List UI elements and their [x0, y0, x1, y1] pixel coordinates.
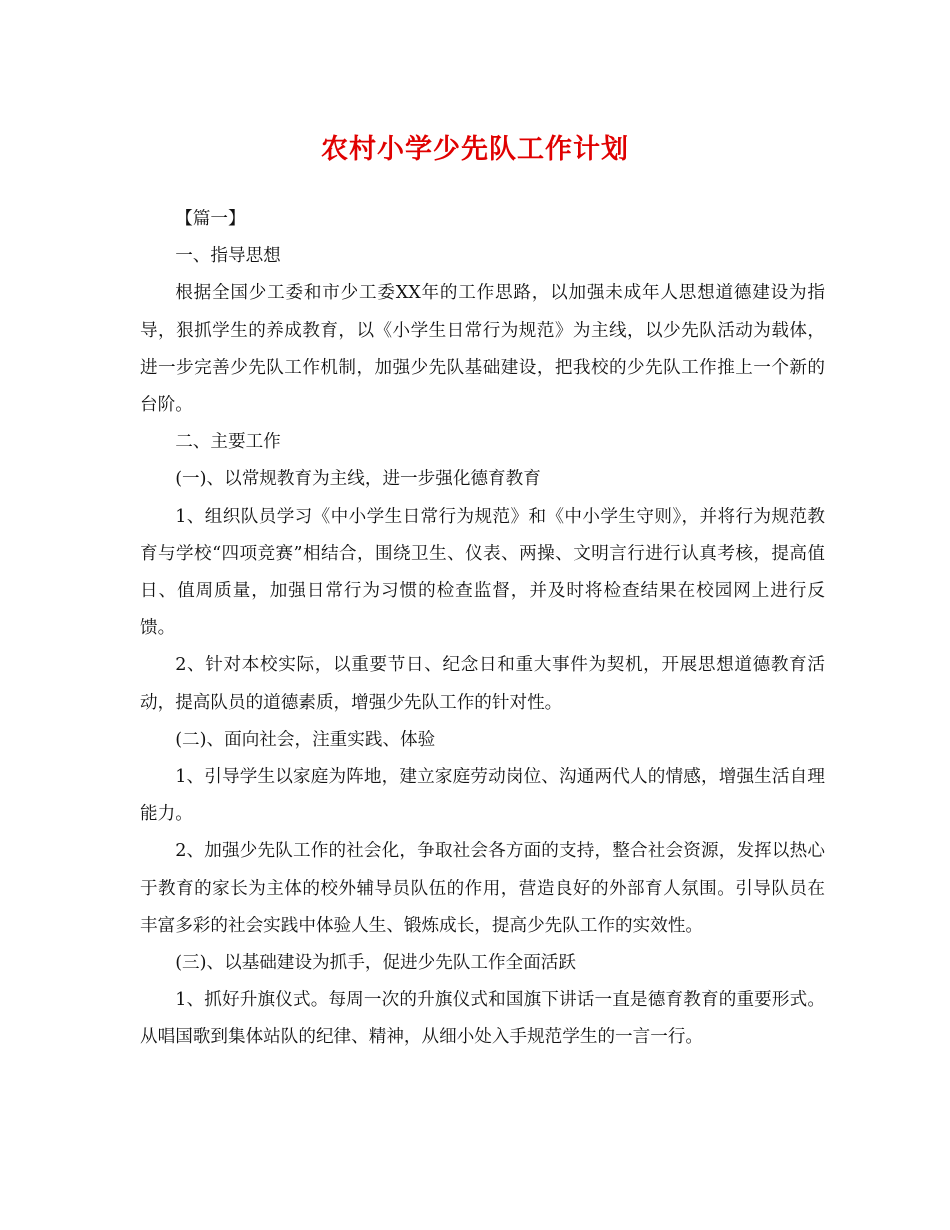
- subheading-2: (二)、面向社会，注重实践、体验: [175, 729, 436, 750]
- heading-main-work: 二、主要工作: [175, 432, 281, 453]
- subheading-3: (三)、以基础建设为抓手，促进少先队工作全面活跃: [175, 953, 576, 974]
- paragraph: 1、抓好升旗仪式。每周一次的升旗仪式和国旗下讲话一直是德育教育的重要形式。从唱国歌到集体站队的纪律、精神，从细小处入手规范学生的一言一行。: [140, 990, 825, 1048]
- paragraph: 根据全国少工委和市少工委XX年的工作思路，以加强未成年人思想道德建设为指导，狠抓学生的养成教育，以《小学生日常行为规范》为主线，以少先队活动为载体，进一步完善少先队工作机制，加强少先队基础建设，把我校的少先队工作推上一个新的台阶。: [140, 283, 825, 416]
- paragraph: 2、加强少先队工作的社会化，争取社会各方面的支持，整合社会资源，发挥以热心于教育的家长为主体的校外辅导员队伍的作用，营造良好的外部育人氛围。引导队员在丰富多彩的社会实践中体验人生、锻炼成长，提高少先队工作的实效性。: [140, 841, 825, 936]
- paragraph: 1、引导学生以家庭为阵地，建立家庭劳动岗位、沟通两代人的情感，增强生活自理能力。: [140, 767, 825, 825]
- subheading-1: (一)、以常规教育为主线，进一步强化德育教育: [175, 469, 541, 490]
- document-title: 农村小学少先队工作计划: [321, 134, 629, 165]
- paragraph: 2、针对本校实际，以重要节日、纪念日和重大事件为契机，开展思想道德教育活动，提高队员的道德素质，增强少先队工作的针对性。: [140, 655, 825, 713]
- document-body: [140, 201, 825, 1057]
- heading-guiding-ideology: 一、指导思想: [175, 246, 281, 267]
- section-label: 【篇一】: [175, 209, 246, 229]
- paragraph: 1、组织队员学习《中小学生日常行为规范》和《中小学生守则》，并将行为规范教育与学校“四项竞赛”相结合，围绕卫生、仪表、两操、文明言行进行认真考核，提高值日、值周质量，加强日常行为习惯的检查监督，并及时将检查结果在校园网上进行反馈。: [140, 506, 825, 639]
